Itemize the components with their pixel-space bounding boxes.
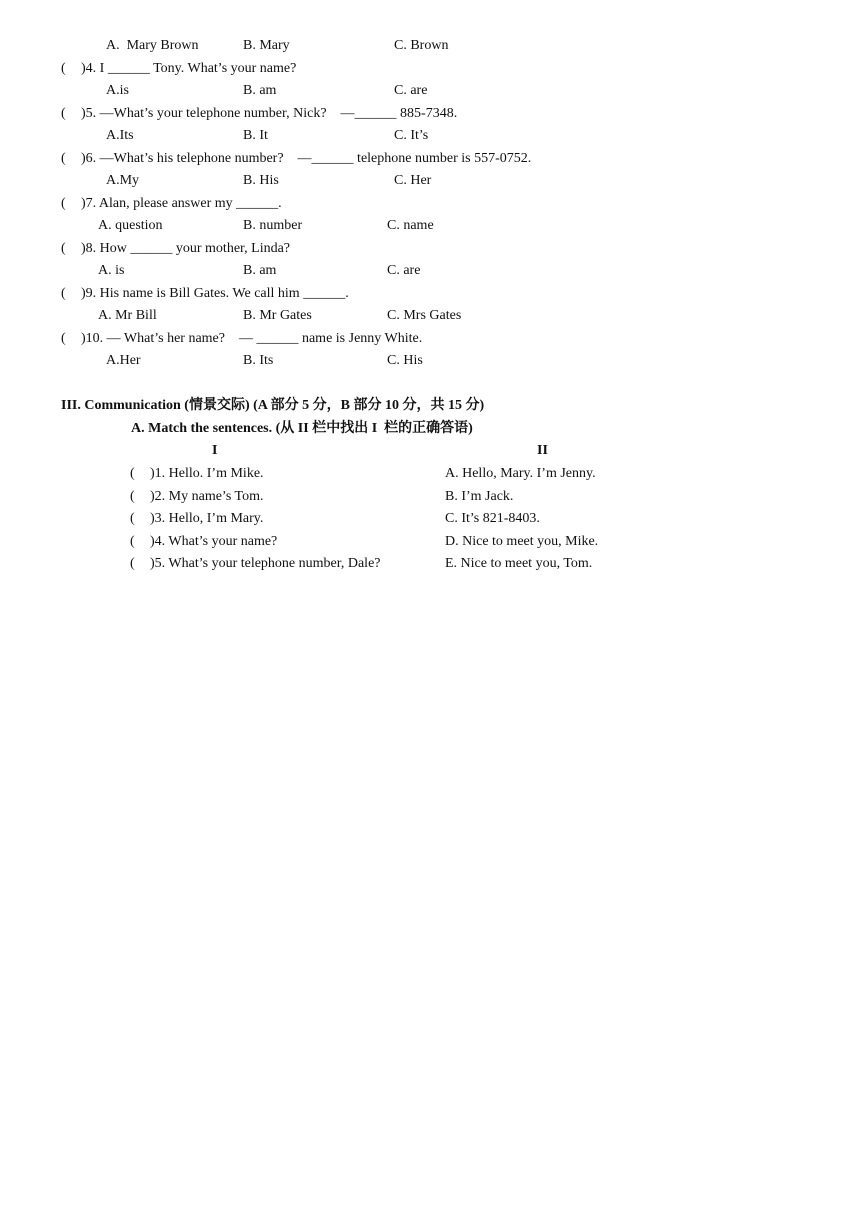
match-paren: (: [130, 556, 135, 571]
section-title: III. Communication (情景交际) (A 部分 5 分，B 部分 10 分，共 15 分): [61, 398, 485, 413]
column-header-ii: II: [537, 443, 548, 458]
q8-paren: (: [61, 241, 66, 256]
q10-option-b: B. Its: [243, 353, 274, 368]
q7-text: )7. Alan, please answer my ______.: [81, 196, 282, 211]
column-header-i: I: [212, 443, 218, 458]
match-left-item: )1. Hello. I’m Mike.: [150, 466, 264, 481]
q9-paren: (: [61, 286, 66, 301]
q5-option-a: A.Its: [106, 128, 134, 143]
q10-option-c: C. His: [387, 353, 423, 368]
q8-option-a: A. is: [98, 263, 125, 278]
q7-paren: (: [61, 196, 66, 211]
q9-option-a: A. Mr Bill: [98, 308, 157, 323]
q4-option-b: B. am: [243, 83, 277, 98]
q6-paren: (: [61, 151, 66, 166]
q4-text: )4. I ______ Tony. What’s your name?: [81, 61, 297, 76]
q4-option-a: A.is: [106, 83, 129, 98]
q8-option-b: B. am: [243, 263, 277, 278]
match-left-item: )4. What’s your name?: [150, 534, 278, 549]
q9-option-b: B. Mr Gates: [243, 308, 312, 323]
match-left-item: )5. What’s your telephone number, Dale?: [150, 556, 381, 571]
q6-option-b: B. His: [243, 173, 279, 188]
q8-option-c: C. are: [387, 263, 421, 278]
match-right-item: D. Nice to meet you, Mike.: [445, 534, 599, 549]
match-left-item: )3. Hello, I’m Mary.: [150, 511, 264, 526]
q5-text: )5. —What’s your telephone number, Nick? —______ 885-7348.: [81, 106, 458, 121]
section-subtitle: A. Match the sentences. (从 II 栏中找出 I 栏的正确答语): [131, 421, 473, 436]
q8-text: )8. How ______ your mother, Linda?: [81, 241, 291, 256]
q6-option-c: C. Her: [394, 173, 432, 188]
q3-option-a: A. Mary Brown: [106, 38, 199, 53]
match-right-item: A. Hello, Mary. I’m Jenny.: [445, 466, 596, 481]
match-right-item: C. It’s 821-8403.: [445, 511, 540, 526]
q7-option-c: C. name: [387, 218, 434, 233]
match-right-item: B. I’m Jack.: [445, 489, 514, 504]
q6-option-a: A.My: [106, 173, 140, 188]
q5-option-b: B. It: [243, 128, 268, 143]
q9-option-c: C. Mrs Gates: [387, 308, 462, 323]
q10-text: )10. — What’s her name? — ______ name is Jenny White.: [81, 331, 423, 346]
q7-option-a: A. question: [98, 218, 163, 233]
q5-paren: (: [61, 106, 66, 121]
q10-option-a: A.Her: [106, 353, 141, 368]
q4-paren: (: [61, 61, 66, 76]
match-paren: (: [130, 489, 135, 504]
match-right-item: E. Nice to meet you, Tom.: [445, 556, 593, 571]
q3-option-b: B. Mary: [243, 38, 290, 53]
q10-paren: (: [61, 331, 66, 346]
q5-option-c: C. It’s: [394, 128, 429, 143]
match-left-item: )2. My name’s Tom.: [150, 489, 264, 504]
match-paren: (: [130, 466, 135, 481]
q7-option-b: B. number: [243, 218, 303, 233]
match-paren: (: [130, 511, 135, 526]
q4-option-c: C. are: [394, 83, 428, 98]
q9-text: )9. His name is Bill Gates. We call him ______.: [81, 286, 349, 301]
q3-option-c: C. Brown: [394, 38, 449, 53]
q6-text: )6. —What’s his telephone number? —______ telephone number is 557-0752.: [81, 151, 532, 166]
match-paren: (: [130, 534, 135, 549]
